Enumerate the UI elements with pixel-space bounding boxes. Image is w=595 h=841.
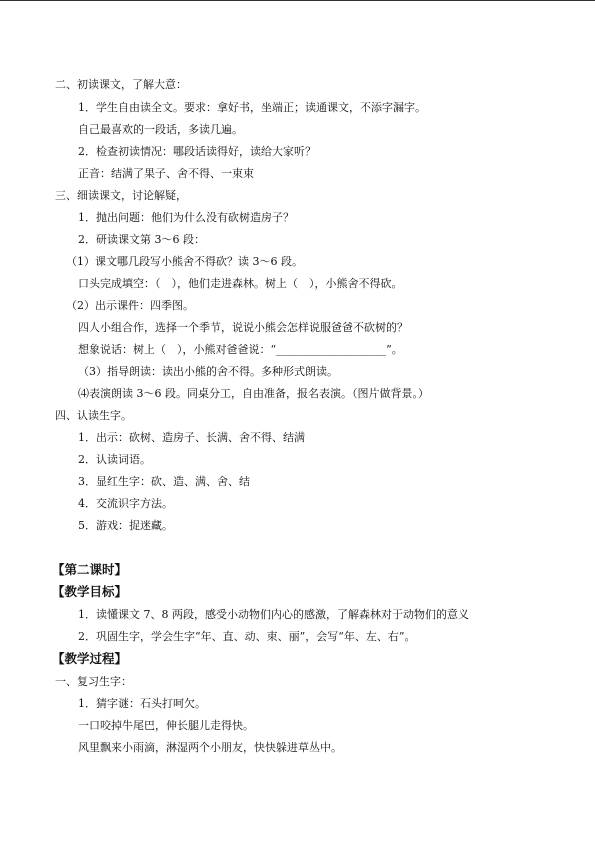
item-4-4: 4．交流识字方法。	[78, 497, 173, 510]
section-4-heading: 四、认读生字。	[55, 409, 132, 422]
item-4-2: 2．认读词语。	[78, 453, 151, 466]
teaching-process-heading: 【教学过程】	[52, 651, 128, 666]
second-lesson-heading: 【第二课时】	[52, 562, 128, 577]
item-3-2-f: （3）指导朗读：读出小熊的舍不得。多种形式朗读。	[78, 365, 338, 378]
item-3-2-b: 口头完成填空：（ ），他们走进森林。树上（ ），小熊舍不得砍。	[78, 277, 403, 290]
item-3-2-e: 想象说话：树上（ ），小熊对爸爸说：“____________________”。	[78, 343, 403, 356]
process-1-1: 1．猜字谜：石头打呵欠。	[78, 697, 206, 710]
section-3-heading: 三、细读课文，讨论解疑，	[55, 189, 187, 202]
item-2-2: 2．检查初读情况：哪段话读得好，读给大家听？	[78, 145, 316, 158]
item-2-2-cont: 正音：结满了果子、舍不得、一束束	[78, 167, 254, 180]
teaching-goals-heading: 【教学目标】	[52, 584, 128, 599]
goal-2: 2．巩固生字，学会生字“年、直、动、束、丽”，会写“年、左、右”。	[78, 630, 416, 643]
item-2-1: 1．学生自由读全文。要求：拿好书，坐端正；读通课文，不添字漏字。	[78, 101, 426, 114]
item-3-2-d: 四人小组合作，选择一个季节，说说小熊会怎样说服爸爸不砍树的？	[78, 321, 408, 334]
page-top-border	[0, 0, 595, 1]
section-2-heading: 二、初读课文，了解大意：	[55, 78, 187, 91]
item-4-3: 3．显红生字：砍、造、满、舍、结	[78, 475, 250, 488]
item-2-1-cont: 自己最喜欢的一段话，多读几遍。	[78, 123, 243, 136]
item-4-1: 1．出示：砍树、造房子、长满、舍不得、结满	[78, 431, 305, 444]
process-1-3: 风里飘来小雨滴，淋湿两个小朋友，快快躲进草丛中。	[78, 741, 342, 754]
item-4-5: 5．游戏：捉迷藏。	[78, 519, 173, 532]
item-3-2-a: （1）课文哪几段写小熊舍不得砍？读 3～6 段。	[66, 255, 303, 268]
item-3-2-c: （2）出示课件：四季图。	[66, 299, 194, 312]
item-3-2: 2．研读课文第 3～6 段：	[78, 233, 205, 246]
process-1-2: 一口咬掉牛尾巴，伸长腿儿走得快。	[78, 719, 254, 732]
item-3-1: 1．抛出问题：他们为什么没有砍树造房子？	[78, 211, 294, 224]
process-1-heading: 一、复习生字：	[55, 675, 132, 688]
item-3-2-g: ⑷表演朗读 3～6 段。同桌分工，自由准备，报名表演。（图片做背景。）	[78, 387, 429, 400]
goal-1: 1．读懂课文 7、8 两段，感受小动物们内心的感激，了解森林对于动物们的意义	[78, 608, 469, 621]
